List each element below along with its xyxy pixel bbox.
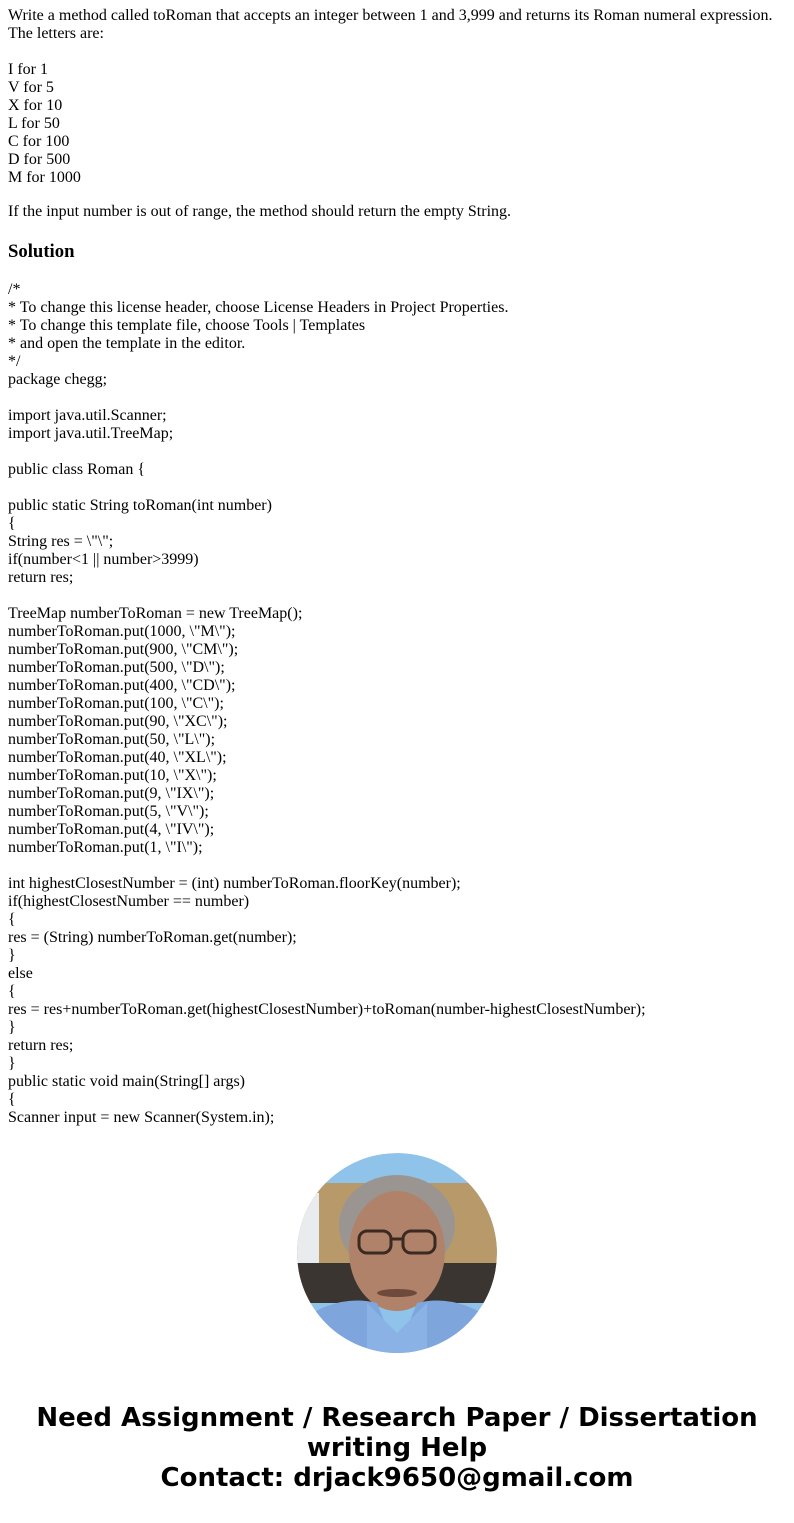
letter-item: C for 100 bbox=[8, 133, 70, 150]
code-line: { bbox=[8, 515, 16, 532]
code-line: String res = \"\"; bbox=[8, 533, 114, 550]
code-line bbox=[8, 443, 788, 461]
code-line: * To change this license header, choose License Headers in Project Properties. bbox=[8, 299, 509, 316]
code-line: } bbox=[8, 1019, 16, 1036]
code-line bbox=[8, 857, 788, 875]
letters-list bbox=[8, 61, 788, 187]
letter-item: X for 10 bbox=[8, 97, 63, 114]
code-line: return res; bbox=[8, 1037, 74, 1054]
code-line: } bbox=[8, 947, 16, 964]
author-avatar bbox=[297, 1153, 497, 1353]
code-line: numberToRoman.put(500, \"D\"); bbox=[8, 659, 225, 676]
code-line: int highestClosestNumber = (int) numberToRoman.floorKey(number); bbox=[8, 875, 461, 892]
code-line: /* bbox=[8, 281, 21, 298]
solution-heading: Solution bbox=[8, 241, 75, 262]
code-line: else bbox=[8, 965, 33, 982]
code-line: import java.util.TreeMap; bbox=[8, 425, 174, 442]
code-line: res = res+numberToRoman.get(highestClosestNumber)+toRoman(number-highestClosestNumber); bbox=[8, 1001, 646, 1018]
code-line: { bbox=[8, 983, 16, 1000]
code-line bbox=[8, 587, 788, 605]
code-line: numberToRoman.put(100, \"C\"); bbox=[8, 695, 224, 712]
code-line: * and open the template in the editor. bbox=[8, 335, 246, 352]
promo-line-1: Need Assignment / Research Paper / Dissertation bbox=[36, 1403, 758, 1433]
code-line: { bbox=[8, 1091, 16, 1108]
code-line: { bbox=[8, 911, 16, 928]
code-line: numberToRoman.put(50, \"L\"); bbox=[8, 731, 216, 748]
code-line: numberToRoman.put(10, \"X\"); bbox=[8, 767, 217, 784]
intro-line: Write a method called toRoman that accepts an integer between 1 and 3,999 and returns its Roman numeral expression. bbox=[8, 7, 773, 24]
code-line: if(highestClosestNumber == number) bbox=[8, 893, 250, 910]
letter-item: V for 5 bbox=[8, 79, 54, 96]
code-line: numberToRoman.put(400, \"CD\"); bbox=[8, 677, 236, 694]
code-line: */ bbox=[8, 353, 21, 370]
intro-line: The letters are: bbox=[8, 25, 104, 42]
letter-item: D for 500 bbox=[8, 151, 71, 168]
code-line: package chegg; bbox=[8, 371, 108, 388]
code-line: numberToRoman.put(5, \"V\"); bbox=[8, 803, 209, 820]
code-line: res = (String) numberToRoman.get(number); bbox=[8, 929, 297, 946]
letter-item: I for 1 bbox=[8, 61, 48, 78]
code-line: TreeMap numberToRoman = new TreeMap(); bbox=[8, 605, 303, 622]
code-line: numberToRoman.put(1, \"I\"); bbox=[8, 839, 203, 856]
code-line: return res; bbox=[8, 569, 74, 586]
code-line: import java.util.Scanner; bbox=[8, 407, 167, 424]
solution-code bbox=[8, 281, 788, 1127]
document-body bbox=[8, 7, 788, 1127]
code-line: numberToRoman.put(9, \"IX\"); bbox=[8, 785, 215, 802]
code-line: public static String toRoman(int number) bbox=[8, 497, 272, 514]
code-line: numberToRoman.put(4, \"IV\"); bbox=[8, 821, 215, 838]
code-line: numberToRoman.put(900, \"CM\"); bbox=[8, 641, 239, 658]
question-section bbox=[8, 7, 788, 221]
code-line: if(number<1 || number>3999) bbox=[8, 551, 199, 568]
question-note: If the input number is out of range, the method should return the empty String. bbox=[8, 203, 512, 220]
code-line bbox=[8, 389, 788, 407]
code-line: numberToRoman.put(40, \"XL\"); bbox=[8, 749, 227, 766]
promo-line-2: writing Help bbox=[306, 1433, 488, 1463]
code-line: Scanner input = new Scanner(System.in); bbox=[8, 1109, 275, 1126]
code-line: public static void main(String[] args) bbox=[8, 1073, 245, 1090]
code-line: numberToRoman.put(90, \"XC\"); bbox=[8, 713, 228, 730]
code-line: * To change this template file, choose Tools | Templates bbox=[8, 317, 366, 334]
code-line: } bbox=[8, 1055, 16, 1072]
promo-contact: Contact: drjack9650@gmail.com bbox=[160, 1463, 634, 1493]
code-line: public class Roman { bbox=[8, 461, 145, 478]
person-photo-icon bbox=[297, 1153, 497, 1353]
letter-item: L for 50 bbox=[8, 115, 60, 132]
code-line: numberToRoman.put(1000, \"M\"); bbox=[8, 623, 236, 640]
promo-banner bbox=[0, 1403, 794, 1493]
question-intro bbox=[8, 7, 788, 43]
letter-item: M for 1000 bbox=[8, 169, 81, 186]
code-line bbox=[8, 479, 788, 497]
